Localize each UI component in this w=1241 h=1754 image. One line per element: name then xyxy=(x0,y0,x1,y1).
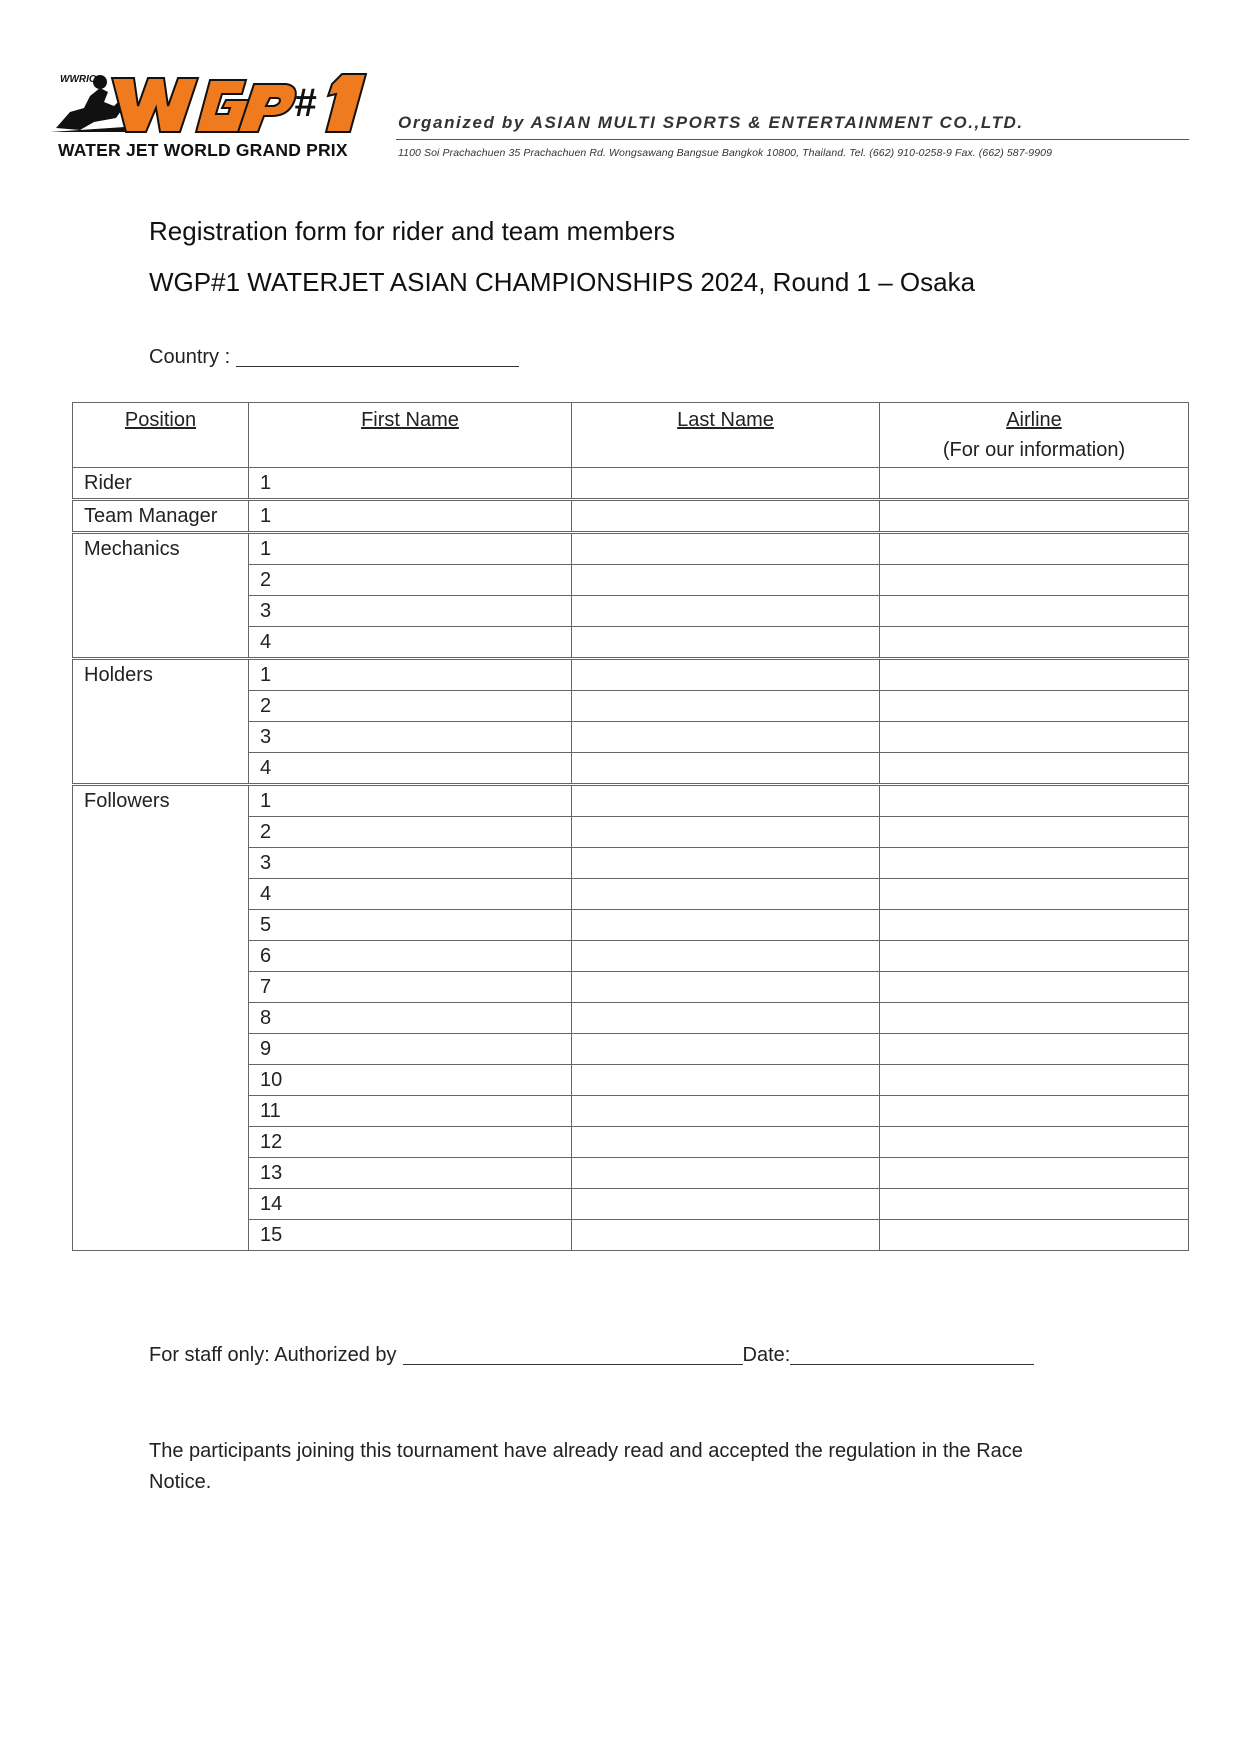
first-name-cell[interactable]: 2 xyxy=(249,817,572,848)
last-name-cell[interactable] xyxy=(572,1127,880,1158)
authorized-by-line[interactable] xyxy=(403,1344,743,1365)
airline-cell[interactable] xyxy=(880,533,1189,565)
airline-cell[interactable] xyxy=(880,627,1189,659)
first-name-cell[interactable]: 7 xyxy=(249,972,572,1003)
airline-cell[interactable] xyxy=(880,565,1189,596)
country-label: Country : xyxy=(149,346,231,368)
last-name-cell[interactable] xyxy=(572,500,880,533)
airline-cell[interactable] xyxy=(880,468,1189,500)
last-name-cell[interactable] xyxy=(572,785,880,817)
header-first-name: First Name xyxy=(249,403,572,468)
event-title: WGP#1 WATERJET ASIAN CHAMPIONSHIPS 2024, Round 1 – Osaka xyxy=(149,267,976,297)
staff-authorization xyxy=(149,1344,1034,1367)
header-divider xyxy=(396,139,1189,140)
last-name-cell[interactable] xyxy=(572,596,880,627)
last-name-cell[interactable] xyxy=(572,691,880,722)
table-row xyxy=(73,785,1189,817)
airline-cell[interactable] xyxy=(880,879,1189,910)
first-name-cell[interactable]: 6 xyxy=(249,941,572,972)
last-name-cell[interactable] xyxy=(572,817,880,848)
last-name-cell[interactable] xyxy=(572,533,880,565)
first-name-cell[interactable]: 5 xyxy=(249,910,572,941)
last-name-cell[interactable] xyxy=(572,1189,880,1220)
first-name-cell[interactable]: 4 xyxy=(249,879,572,910)
airline-cell[interactable] xyxy=(880,910,1189,941)
position-cell: Rider xyxy=(73,468,249,500)
date-label: Date: xyxy=(742,1344,791,1366)
position-cell: Mechanics xyxy=(73,533,249,659)
airline-cell[interactable] xyxy=(880,500,1189,533)
airline-cell[interactable] xyxy=(880,722,1189,753)
last-name-cell[interactable] xyxy=(572,1158,880,1189)
header-position: Position xyxy=(73,403,249,468)
header-last-name: Last Name xyxy=(572,403,880,468)
first-name-cell[interactable]: 1 xyxy=(249,785,572,817)
airline-cell[interactable] xyxy=(880,1003,1189,1034)
table-row xyxy=(73,500,1189,533)
position-cell: Team Manager xyxy=(73,500,249,533)
first-name-cell[interactable]: 14 xyxy=(249,1189,572,1220)
airline-cell[interactable] xyxy=(880,848,1189,879)
last-name-cell[interactable] xyxy=(572,565,880,596)
svg-text:WWRIO: WWRIO xyxy=(60,74,97,85)
last-name-cell[interactable] xyxy=(572,1220,880,1251)
last-name-cell[interactable] xyxy=(572,1096,880,1127)
first-name-cell[interactable]: 3 xyxy=(249,596,572,627)
svg-text:#: # xyxy=(294,81,317,125)
airline-cell[interactable] xyxy=(880,817,1189,848)
first-name-cell[interactable]: 3 xyxy=(249,848,572,879)
authorized-by-label: For staff only: Authorized by xyxy=(149,1344,397,1366)
first-name-cell[interactable]: 10 xyxy=(249,1065,572,1096)
last-name-cell[interactable] xyxy=(572,627,880,659)
last-name-cell[interactable] xyxy=(572,848,880,879)
first-name-cell[interactable]: 8 xyxy=(249,1003,572,1034)
airline-cell[interactable] xyxy=(880,1220,1189,1251)
table-row xyxy=(73,533,1189,565)
first-name-cell[interactable]: 12 xyxy=(249,1127,572,1158)
airline-cell[interactable] xyxy=(880,659,1189,691)
airline-cell[interactable] xyxy=(880,596,1189,627)
last-name-cell[interactable] xyxy=(572,722,880,753)
header-airline: Airline (For our information) xyxy=(880,403,1189,468)
last-name-cell[interactable] xyxy=(572,753,880,785)
last-name-cell[interactable] xyxy=(572,1034,880,1065)
airline-cell[interactable] xyxy=(880,1127,1189,1158)
airline-cell[interactable] xyxy=(880,972,1189,1003)
last-name-cell[interactable] xyxy=(572,659,880,691)
last-name-cell[interactable] xyxy=(572,468,880,500)
airline-cell[interactable] xyxy=(880,1034,1189,1065)
table-row xyxy=(73,659,1189,691)
form-title: Registration form for rider and team members xyxy=(149,216,675,246)
position-cell: Holders xyxy=(73,659,249,785)
registration-table xyxy=(72,402,1189,1251)
country-field xyxy=(149,346,519,369)
last-name-cell[interactable] xyxy=(572,1003,880,1034)
last-name-cell[interactable] xyxy=(572,972,880,1003)
first-name-cell[interactable]: 3 xyxy=(249,722,572,753)
last-name-cell[interactable] xyxy=(572,910,880,941)
organizer-line: Organized by ASIAN MULTI SPORTS & ENTERTAINMENT CO.,LTD. xyxy=(398,113,1024,132)
first-name-cell[interactable]: 9 xyxy=(249,1034,572,1065)
first-name-cell[interactable]: 1 xyxy=(249,659,572,691)
first-name-cell[interactable]: 1 xyxy=(249,533,572,565)
first-name-cell[interactable]: 13 xyxy=(249,1158,572,1189)
last-name-cell[interactable] xyxy=(572,941,880,972)
first-name-cell[interactable]: 11 xyxy=(249,1096,572,1127)
airline-cell[interactable] xyxy=(880,941,1189,972)
position-cell: Followers xyxy=(73,785,249,1251)
first-name-cell[interactable]: 2 xyxy=(249,565,572,596)
first-name-cell[interactable]: 4 xyxy=(249,627,572,659)
wgp-logo xyxy=(50,70,380,166)
airline-cell[interactable] xyxy=(880,691,1189,722)
table-row xyxy=(73,468,1189,500)
organizer-address: 1100 Soi Prachachuen 35 Prachachuen Rd. Wongsawang Bangsue Bangkok 10800, Thailand. Tel. (662) 910-0258-9 Fax. (662) 587-9909 xyxy=(398,147,1053,159)
last-name-cell[interactable] xyxy=(572,1065,880,1096)
jet-rider-logo-graphic xyxy=(50,70,380,140)
first-name-cell[interactable]: 1 xyxy=(249,468,572,500)
airline-cell[interactable] xyxy=(880,1158,1189,1189)
airline-cell[interactable] xyxy=(880,785,1189,817)
airline-cell[interactable] xyxy=(880,1096,1189,1127)
country-input-line[interactable] xyxy=(236,346,519,367)
first-name-cell[interactable]: 1 xyxy=(249,500,572,533)
last-name-cell[interactable] xyxy=(572,879,880,910)
registration-table-body xyxy=(73,468,1189,1251)
airline-cell[interactable] xyxy=(880,753,1189,785)
table-header-row xyxy=(73,403,1189,468)
first-name-cell[interactable]: 15 xyxy=(249,1220,572,1251)
date-line[interactable] xyxy=(790,1344,1034,1365)
airline-cell[interactable] xyxy=(880,1189,1189,1220)
logo-tagline: WATER JET WORLD GRAND PRIX xyxy=(58,140,348,160)
regulation-notice: The participants joining this tournament have already read and accepted the regulation in the Race Notice. xyxy=(149,1440,1023,1493)
first-name-cell[interactable]: 2 xyxy=(249,691,572,722)
first-name-cell[interactable]: 4 xyxy=(249,753,572,785)
airline-cell[interactable] xyxy=(880,1065,1189,1096)
